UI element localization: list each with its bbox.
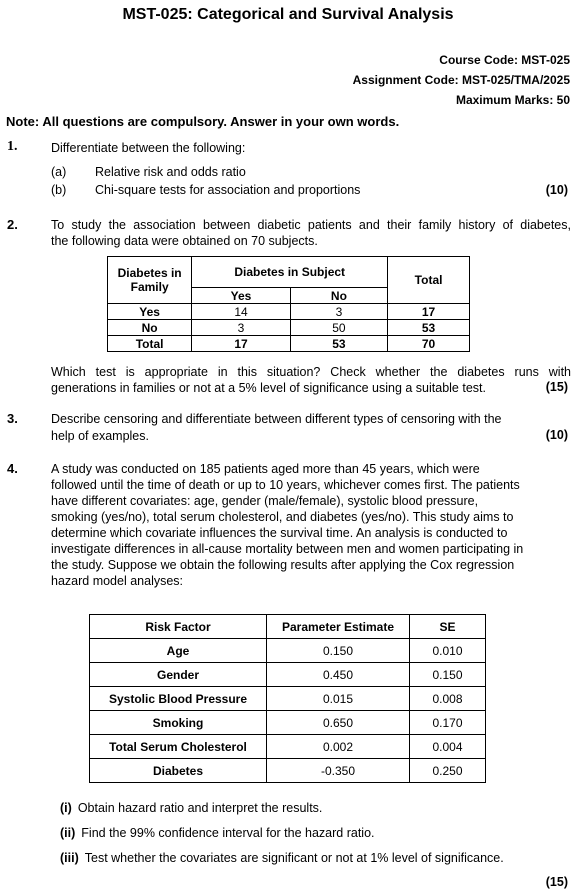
table-row [90,663,486,687]
standard-error: 0.150 [410,663,486,687]
question-1-text: Differentiate between the following: [51,141,246,155]
question-4-part-i [60,801,322,815]
cell-no: 50 [290,320,387,336]
question-4-marks: (15) [545,875,568,889]
standard-error: 0.004 [410,735,486,759]
part-text: Test whether the covariates are significant or not at 1% level of significance. [84,851,504,865]
item-label: (a) [51,165,67,179]
risk-factor: Gender [90,663,267,687]
question-3-line-1: Describe censoring and differentiate between different types of censoring with the [51,412,502,426]
question-4-line-3: have different covariates: age, gender (male/female), systolic blood pressure, [51,494,479,508]
question-4-line-4: smoking (yes/no), total serum cholesterol, and diabetes (yes/no). This study aims to [51,510,514,524]
question-2-number: 2. [7,217,18,232]
diabetes-contingency-table [107,256,470,352]
question-4-line-7: the study. Suppose we obtain the following results after applying the Cox regression [51,558,515,572]
document-title: MST-025: Categorical and Survival Analysis [122,6,454,23]
cell-yes: 14 [192,304,290,320]
cell-total: 70 [388,336,470,352]
cell-yes: 3 [192,320,290,336]
table-row [90,687,486,711]
question-2-after-line-1: Which test is appropriate in this situation? Check whether the diabetes runs with [51,365,571,379]
question-4-part-ii [60,826,375,840]
question-4-line-1: A study was conducted on 185 patients aged more than 45 years, which were [51,462,480,476]
table-row [90,639,486,663]
standard-error: 0.010 [410,639,486,663]
row-label: Total [108,336,192,352]
parameter-estimate: 0.150 [267,639,410,663]
table-row [108,336,470,352]
cell-no: 3 [290,304,387,320]
question-3-marks: (10) [545,428,568,442]
question-2-line-1: To study the association between diabetic patients and their family history of diabetes, [51,218,571,232]
question-2-line-2: the following data were obtained on 70 subjects. [51,234,318,248]
cell-total: 17 [388,304,470,320]
risk-factor: Age [90,639,267,663]
item-text: Relative risk and odds ratio [95,165,246,179]
part-text: Obtain hazard ratio and interpret the results. [77,801,323,815]
table-row [90,759,486,783]
header-total: Total [388,257,470,304]
header-parameter-estimate: Parameter Estimate [267,615,410,639]
cell-total: 53 [388,320,470,336]
standard-error: 0.250 [410,759,486,783]
question-1-marks: (10) [545,183,568,197]
part-label: (ii) [60,826,76,840]
row-label: Yes [108,304,192,320]
question-3-number: 3. [7,411,18,426]
part-label: (i) [60,801,72,815]
question-2-after-line-2: generations in families or not at a 5% level of significance using a suitable test. [51,381,486,395]
course-code: Course Code: MST-025 [439,53,570,67]
header-diabetes-in-family: Diabetes in Family [108,257,192,304]
table-row [90,735,486,759]
instructions-note: Note: All questions are compulsory. Answer in your own words. [6,114,400,129]
item-text: Chi-square tests for association and proportions [95,183,361,197]
row-label: No [108,320,192,336]
header-risk-factor: Risk Factor [90,615,267,639]
risk-factor: Smoking [90,711,267,735]
parameter-estimate: 0.450 [267,663,410,687]
table-row [90,711,486,735]
header-diabetes-in-subject: Diabetes in Subject [192,257,388,288]
part-text: Find the 99% confidence interval for the hazard ratio. [81,826,375,840]
question-4-line-5: determine which covariate influences the survival time. An analysis is conducted to [51,526,508,540]
header-no: No [290,288,387,304]
parameter-estimate: 0.015 [267,687,410,711]
parameter-estimate: 0.650 [267,711,410,735]
part-label: (iii) [60,851,79,865]
header-se: SE [410,615,486,639]
table-row [108,304,470,320]
cell-yes: 17 [192,336,290,352]
question-3-line-2: help of examples. [51,429,149,443]
standard-error: 0.170 [410,711,486,735]
header-yes: Yes [192,288,290,304]
question-4-line-8: hazard model analyses: [51,574,184,588]
question-2-marks: (15) [545,380,568,394]
risk-factor: Systolic Blood Pressure [90,687,267,711]
question-1-item-a [51,165,246,179]
assignment-code: Assignment Code: MST-025/TMA/2025 [352,73,570,87]
item-label: (b) [51,183,67,197]
question-1-item-b [51,183,360,197]
question-4-number: 4. [7,461,18,476]
maximum-marks: Maximum Marks: 50 [455,93,570,107]
cox-regression-table [89,614,486,783]
question-1-number: 1. [7,139,18,154]
risk-factor: Total Serum Cholesterol [90,735,267,759]
question-4-part-iii [60,851,504,865]
question-4-line-2: followed until the time of death or up to 10 years, whichever comes first. The patients [51,478,520,492]
risk-factor: Diabetes [90,759,267,783]
standard-error: 0.008 [410,687,486,711]
parameter-estimate: -0.350 [267,759,410,783]
parameter-estimate: 0.002 [267,735,410,759]
table-row [108,320,470,336]
question-4-line-6: investigate differences in all-cause mortality between men and women participating in [51,542,524,556]
cell-no: 53 [290,336,387,352]
